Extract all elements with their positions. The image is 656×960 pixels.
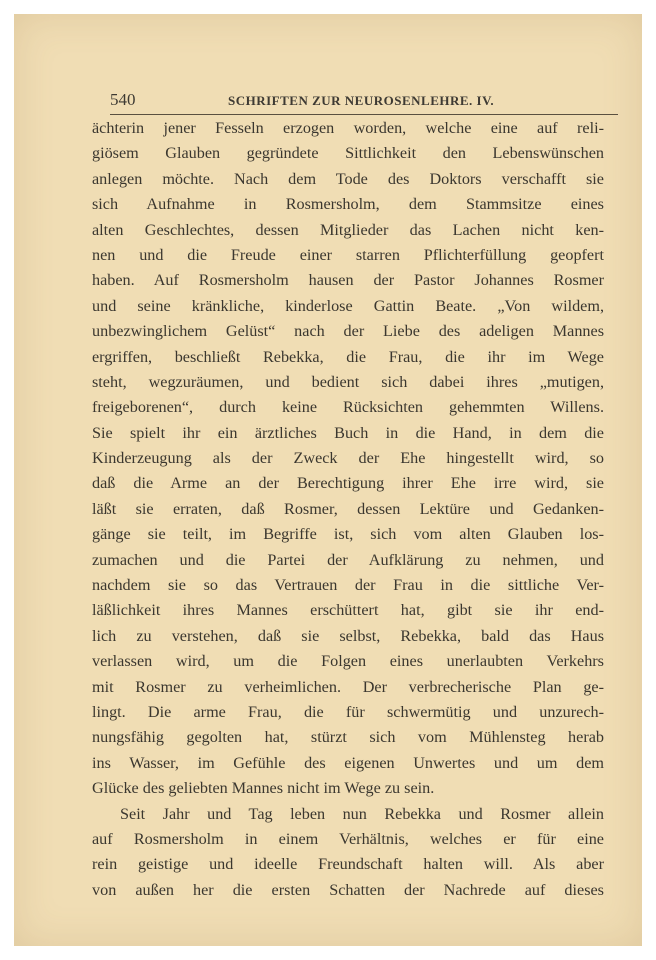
text-line: von außen her die ersten Schatten der Nachrede auf dieses <box>92 880 604 899</box>
text-line: gänge sie teilt, im Begriffe ist, sich vom alten Glauben los- <box>92 525 604 544</box>
page-header <box>110 90 618 115</box>
text-line: mit Rosmer zu verheimlichen. Der verbrecherische Plan ge- <box>92 677 604 696</box>
text-line: Kinderzeugung als der Zweck der Ehe hingestellt wird, so <box>92 449 604 468</box>
text-line: steht, wegzuräumen, und bedient sich dabei ihres „mutigen, <box>92 372 604 391</box>
text-line: nungsfähig gegolten hat, stürzt sich vom Mühlensteg herab <box>92 728 604 747</box>
text-line: nen und die Freude einer starren Pflichterfüllung geopfert <box>92 245 604 264</box>
page-number: 540 <box>110 90 136 109</box>
paragraph-end-line: Glücke des geliebten Mannes nicht im Wege zu sein. <box>92 779 435 798</box>
text-line: und seine kränkliche, kinderlose Gattin Beate. „Von wildem, <box>92 296 604 315</box>
text-line: haben. Auf Rosmersholm hausen der Pastor Johannes Rosmer <box>92 271 604 290</box>
text-line: freigeborenen“, durch keine Rücksichten gehemmten Willens. <box>92 398 604 417</box>
text-line: daß die Arme an der Berechtigung ihrer Ehe irre wird, sie <box>92 474 604 493</box>
text-line: alten Geschlechtes, dessen Mitglieder das Lachen nicht ken- <box>92 220 604 239</box>
body-text <box>92 116 604 903</box>
text-line: lich zu verstehen, daß sie selbst, Rebekka, bald das Haus <box>92 626 604 645</box>
text-line: läßt sie erraten, daß Rosmer, dessen Lektüre und Gedanken- <box>92 499 604 518</box>
text-line: Sie spielt ihr ein ärztliches Buch in die Hand, in dem die <box>92 423 604 442</box>
text-line: ergriffen, beschließt Rebekka, die Frau, die ihr im Wege <box>92 347 604 366</box>
text-line: nachdem sie so das Vertrauen der Frau in die sittliche Ver- <box>92 576 604 595</box>
paragraph-start-line: Seit Jahr und Tag leben nun Rebekka und Rosmer allein <box>120 804 604 823</box>
text-line: unbezwinglichem Gelüst“ nach der Liebe des adeligen Mannes <box>92 322 604 341</box>
text-line: ächterin jener Fesseln erzogen worden, welche eine auf reli- <box>92 119 604 137</box>
running-title: SCHRIFTEN ZUR NEUROSENLEHRE. IV. <box>228 93 495 108</box>
text-line: anlegen möchte. Nach dem Tode des Doktors verschafft sie <box>92 169 604 188</box>
text-line: rein geistige und ideelle Freundschaft halten will. Als aber <box>92 855 604 874</box>
text-line: giösem Glauben gegründete Sittlichkeit den Lebenswünschen <box>92 144 604 163</box>
text-line: läßlichkeit ihres Mannes erschüttert hat, gibt sie ihr end- <box>92 601 604 620</box>
text-line: ins Wasser, im Gefühle des eigenen Unwertes und um dem <box>92 753 604 772</box>
text-line: verlassen wird, um die Folgen eines unerlaubten Verkehrs <box>92 652 604 671</box>
text-line: auf Rosmersholm in einem Verhältnis, welches er für eine <box>92 829 604 848</box>
text-line: lingt. Die arme Frau, die für schwermütig und unzurech- <box>92 702 604 721</box>
text-line: zumachen und die Partei der Aufklärung zu nehmen, und <box>92 550 604 569</box>
text-line: sich Aufnahme in Rosmersholm, dem Stammsitze eines <box>92 195 604 214</box>
